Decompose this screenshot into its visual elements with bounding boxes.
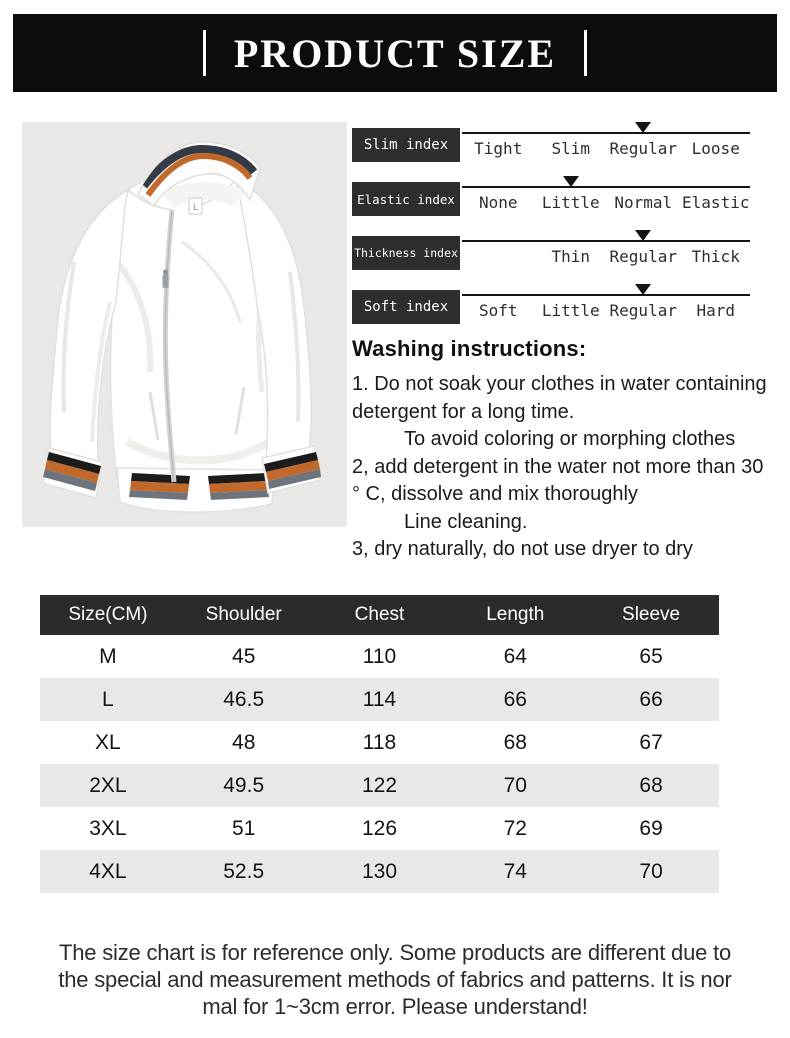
scale-options [462, 247, 752, 266]
index-scales [352, 122, 752, 344]
washing-line: ° C, dissolve and mix thoroughly [352, 483, 638, 505]
table-cell: 114 [362, 687, 397, 711]
scale-option [462, 247, 535, 266]
column-header: Sleeve [622, 604, 681, 625]
table-cell: 110 [362, 644, 397, 668]
table-cell: 49.5 [223, 773, 265, 797]
table-cell: 2XL [89, 773, 127, 797]
washing-title: Washing instructions: [352, 336, 587, 361]
scale-line [462, 240, 750, 242]
size-tag-label: L [192, 202, 199, 212]
index-scale-soft-index [352, 290, 752, 324]
table-cell: 70 [503, 773, 527, 797]
table-cell: XL [95, 730, 121, 754]
scale-option: Regular [609, 139, 677, 158]
scale-line [462, 294, 750, 296]
table-cell: 68 [503, 730, 527, 754]
scale-option: Hard [696, 301, 736, 320]
column-header: Size(CM) [68, 604, 148, 625]
scale-label: Slim index [352, 128, 460, 162]
table-cell: 66 [503, 687, 527, 711]
scale-label: Thickness index [352, 236, 460, 270]
table-row-l [40, 678, 719, 721]
table-cell: 72 [503, 816, 527, 840]
page-title: PRODUCT SIZE [233, 30, 557, 76]
table-cell: 70 [639, 859, 663, 883]
scale-label: Elastic index [352, 182, 460, 216]
scale-option: Thick [691, 247, 740, 266]
scale-marker-little [563, 176, 579, 187]
scale-marker-regular [635, 284, 651, 295]
scale-option: Normal [614, 193, 673, 212]
table-cell: 3XL [89, 816, 127, 840]
size-table [40, 595, 719, 893]
scale-option: Little [541, 193, 600, 212]
index-scale-slim-index [352, 128, 752, 162]
table-row-m [40, 635, 719, 678]
column-header: Shoulder [205, 604, 282, 625]
scale-option: Loose [691, 139, 740, 158]
table-cell: M [99, 644, 117, 668]
table-cell: 48 [232, 730, 256, 754]
size-table-header-row [40, 595, 719, 635]
table-cell: 64 [503, 644, 527, 668]
column-header: Length [486, 604, 545, 625]
disclaimer-line: the special and measurement methods of fabrics and patterns. It is nor [58, 967, 732, 992]
washing-line: 1. Do not soak your clothes in water containing [352, 373, 767, 395]
scale-option: Thin [551, 247, 591, 266]
scale-line [462, 132, 750, 134]
banner [13, 14, 777, 92]
table-cell: 130 [361, 859, 398, 883]
table-cell: 74 [503, 859, 527, 883]
zipper-slider [163, 270, 168, 275]
washing-line: 3, dry naturally, do not use dryer to dry [352, 538, 693, 560]
table-row-xl [40, 721, 719, 764]
table-cell: 4XL [89, 859, 127, 883]
scale-option: Regular [609, 301, 677, 320]
table-cell: 65 [639, 644, 663, 668]
table-cell: 67 [639, 730, 663, 754]
scale-option: Tight [474, 139, 523, 158]
scale-marker-regular [635, 122, 651, 133]
scale-options [462, 139, 752, 158]
jacket-hem [117, 468, 275, 512]
table-row-2xl [40, 764, 719, 807]
scale-option: Elastic [682, 193, 750, 212]
table-cell: 51 [232, 816, 256, 840]
scale-track [462, 128, 752, 162]
table-cell: 45 [232, 644, 256, 668]
jacket-image [22, 122, 347, 527]
table-cell: 122 [361, 773, 398, 797]
table-cell: 52.5 [223, 859, 265, 883]
scale-option: Regular [609, 247, 677, 266]
washing-line: 2, add detergent in the water not more than 30 [352, 455, 764, 478]
scale-option: None [478, 193, 518, 212]
disclaimer [0, 939, 790, 1020]
scale-track [462, 290, 752, 324]
table-cell: L [102, 687, 114, 711]
washing-line: detergent for a long time. [352, 400, 575, 423]
scale-option: Little [541, 301, 600, 320]
scale-option: Soft [478, 301, 518, 320]
scale-line [462, 186, 750, 188]
table-cell: 118 [362, 730, 397, 754]
index-scale-thickness-index [352, 236, 752, 270]
table-cell: 46.5 [223, 687, 265, 711]
banner-left-bar [203, 30, 206, 76]
table-cell: 69 [639, 816, 663, 840]
disclaimer-line: mal for 1~3cm error. Please understand! [202, 994, 588, 1019]
table-cell: 68 [639, 773, 663, 797]
column-header: Chest [354, 604, 405, 625]
scale-option: Slim [551, 139, 591, 158]
scale-label: Soft index [352, 290, 460, 324]
table-row-3xl [40, 807, 719, 850]
table-row-4xl [40, 850, 719, 893]
scale-options [462, 301, 752, 320]
washing-lines [352, 371, 768, 564]
disclaimer-line: The size chart is for reference only. Some products are different due to [58, 940, 732, 965]
washing-line: Line cleaning. [404, 510, 528, 533]
banner-right-bar [584, 30, 587, 76]
product-photo [22, 122, 347, 527]
table-cell: 66 [639, 687, 663, 711]
table-cell: 126 [361, 816, 398, 840]
washing-instructions [352, 336, 768, 564]
washing-line: To avoid coloring or morphing clothes [404, 428, 736, 450]
scale-marker-regular [635, 230, 651, 241]
zipper-pull [163, 274, 169, 288]
scale-track [462, 236, 752, 270]
scale-options [462, 193, 752, 212]
index-scale-elastic-index [352, 182, 752, 216]
scale-track [462, 182, 752, 216]
